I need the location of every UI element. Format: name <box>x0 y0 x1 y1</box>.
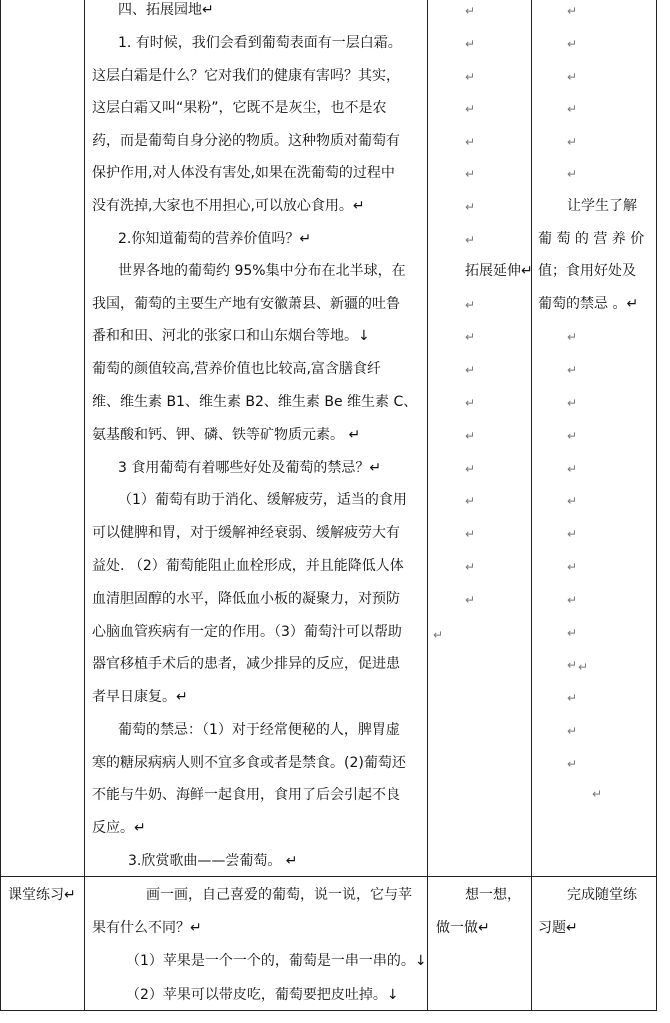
content-line: 可以健脾和胃，对于缓解神经衰弱、缓解疲劳大有 <box>92 525 400 541</box>
paragraph-mark-icon: ↵ <box>465 233 476 247</box>
paragraph-mark-icon: ↵ <box>567 527 578 541</box>
content-line: 反应。↵ <box>92 820 146 836</box>
paragraph-mark-icon: ↵ <box>465 135 476 149</box>
paragraph-mark-icon: ↵ <box>567 724 578 738</box>
content-line: 药，而是葡萄自身分泌的物质。这种物质对葡萄有 <box>92 133 400 149</box>
content-line: 器官移植手术后的患者，减少排异的反应，促进患 <box>92 656 400 672</box>
table-border-right <box>656 0 657 1010</box>
paragraph-mark-icon: ↵ <box>567 330 578 344</box>
content-line: （1）葡萄有助于消化、缓解疲劳，适当的食用 <box>118 492 407 508</box>
content-line: 葡萄的颜值较高,营养价值也比较高,富含膳食纤 <box>92 361 381 377</box>
paragraph-mark-icon: ↵ <box>465 560 476 574</box>
paragraph-mark-icon: ↵ <box>567 462 578 476</box>
content-line: 四、拓展园地↵ <box>118 2 214 18</box>
paragraph-mark-icon: ↵ <box>465 363 476 377</box>
paragraph-mark-icon: ↵ <box>465 200 476 214</box>
content-line: 者早日康复。↵ <box>92 689 188 705</box>
paragraph-mark-icon: ↵ <box>567 626 578 640</box>
paragraph-mark-icon: ↵ <box>567 396 578 410</box>
content-line: 我国，葡萄的主要生产地有安徽萧县、新疆的吐鲁 <box>92 296 400 312</box>
paragraph-mark-icon: ↵ <box>567 4 578 18</box>
paragraph-mark-icon: ↵ <box>465 462 476 476</box>
table-border-col2 <box>427 0 428 1010</box>
purpose-line: 值；食用好处及 <box>538 263 636 279</box>
paragraph-mark-icon: ↵ <box>567 757 578 771</box>
content-line: （2）苹果可以带皮吃，葡萄要把皮吐掉。↓ <box>126 987 399 1003</box>
content-line: 3.欣赏歌曲——尝葡萄。 ↵ <box>128 853 298 869</box>
content-line: （1）苹果是一个一个的，葡萄是一串一串的。↓ <box>126 953 427 969</box>
content-line: 血清胆固醇的水平，降低血小板的凝聚力，对预防 <box>92 591 400 607</box>
content-line: 这层白霜是什么？它对我们的健康有害吗？其实， <box>92 68 400 84</box>
content-line: 果有什么不同？↵ <box>92 920 202 936</box>
paragraph-mark-icon: ↵ <box>567 102 578 116</box>
paragraph-mark-icon: ↵ <box>465 4 476 18</box>
content-line: 没有洗掉,大家也不用担心,可以放心食用。↵ <box>92 198 365 214</box>
paragraph-mark-icon: ↵ <box>465 37 476 51</box>
paragraph-mark-icon: ↵ <box>592 787 603 801</box>
purpose-line: 葡 萄 的 营 养 价 <box>538 231 645 247</box>
table-row-divider <box>0 876 657 877</box>
purpose-line: 完成随堂练 <box>567 887 637 903</box>
content-line: 番和和田、河北的张家口和山东烟台等地。↓ <box>92 328 370 344</box>
purpose-line: 习题↵ <box>538 920 578 936</box>
content-line: 1. 有时候，我们会看到葡萄表面有一层白霜。 <box>118 35 402 51</box>
content-line: 世界各地的葡萄约 95%集中分布在北半球，在 <box>118 263 406 279</box>
content-line: 维、维生素 B1、维生素 B2、维生素 Be 维生素 C、 <box>92 394 418 410</box>
paragraph-mark-icon: ↵ <box>465 429 476 443</box>
activity-line: 做一做↵ <box>436 920 490 936</box>
table-border-left <box>0 0 1 1010</box>
paragraph-mark-icon: ↵ <box>465 396 476 410</box>
paragraph-mark-icon: ↵ <box>465 298 476 312</box>
paragraph-mark-icon: ↵ <box>433 628 444 642</box>
activity-line: 想一想， <box>465 887 521 903</box>
content-line: 氨基酸和钙、钾、磷、铁等矿物质元素。 ↵ <box>92 427 361 443</box>
paragraph-mark-icon: ↵ <box>567 494 578 508</box>
paragraph-mark-icon: ↵ <box>567 593 578 607</box>
paragraph-mark-icon: ↵ <box>567 70 578 84</box>
paragraph-mark-icon: ↵ <box>567 363 578 377</box>
section-label: 课堂练习↵ <box>8 887 76 903</box>
purpose-line: 葡萄的禁忌 。↵ <box>538 296 639 312</box>
paragraph-mark-icon: ↵ <box>567 658 578 672</box>
content-line: 不能与牛奶、海鲜一起食用，食用了后会引起不良 <box>92 787 400 803</box>
content-line: 心脑血管疾病有一定的作用。（3）葡萄汁可以帮助 <box>92 624 402 640</box>
table-border-bottom <box>0 1010 657 1011</box>
paragraph-mark-icon: ↵ <box>465 494 476 508</box>
paragraph-mark-icon: ↵ <box>465 593 476 607</box>
content-line: 益处. （2）葡萄能阻止血栓形成，并且能降低人体 <box>92 558 404 574</box>
paragraph-mark-icon: ↵ <box>567 37 578 51</box>
table-border-col1 <box>84 0 85 1010</box>
paragraph-mark-icon: ↵ <box>465 167 476 181</box>
paragraph-mark-icon: ↵ <box>465 70 476 84</box>
content-line: 画一画，自己喜爱的葡萄，说一说，它与苹 <box>146 887 412 903</box>
paragraph-mark-icon: ↵ <box>465 527 476 541</box>
content-line: 葡萄的禁忌：（1）对于经常便秘的人，脾胃虚 <box>118 722 400 738</box>
paragraph-mark-icon: ↵ <box>567 429 578 443</box>
content-line: 寒的糖尿病病人则不宜多食或者是禁食。(2)葡萄还 <box>92 755 406 771</box>
table-border-col3 <box>531 0 532 1010</box>
paragraph-mark-icon: ↵ <box>567 167 578 181</box>
paragraph-mark-icon: ↵ <box>465 330 476 344</box>
paragraph-mark-icon: ↵ <box>465 102 476 116</box>
paragraph-mark-icon: ↵ <box>567 560 578 574</box>
content-line: 这层白霜又叫“果粉”，它既不是灰尘，也不是农 <box>92 100 387 116</box>
activity-line: 拓展延伸↵ <box>465 263 533 279</box>
paragraph-mark-icon: ↵ <box>578 660 589 674</box>
content-line: 2.你知道葡萄的营养价值吗？↵ <box>118 231 312 247</box>
paragraph-mark-icon: ↵ <box>567 691 578 705</box>
paragraph-mark-icon: ↵ <box>567 135 578 149</box>
content-line: 保护作用,对人体没有害处,如果在洗葡萄的过程中 <box>92 165 395 181</box>
purpose-line: 让学生了解 <box>567 198 637 214</box>
content-line: 3 食用葡萄有着哪些好处及葡萄的禁忌？↵ <box>118 460 382 476</box>
